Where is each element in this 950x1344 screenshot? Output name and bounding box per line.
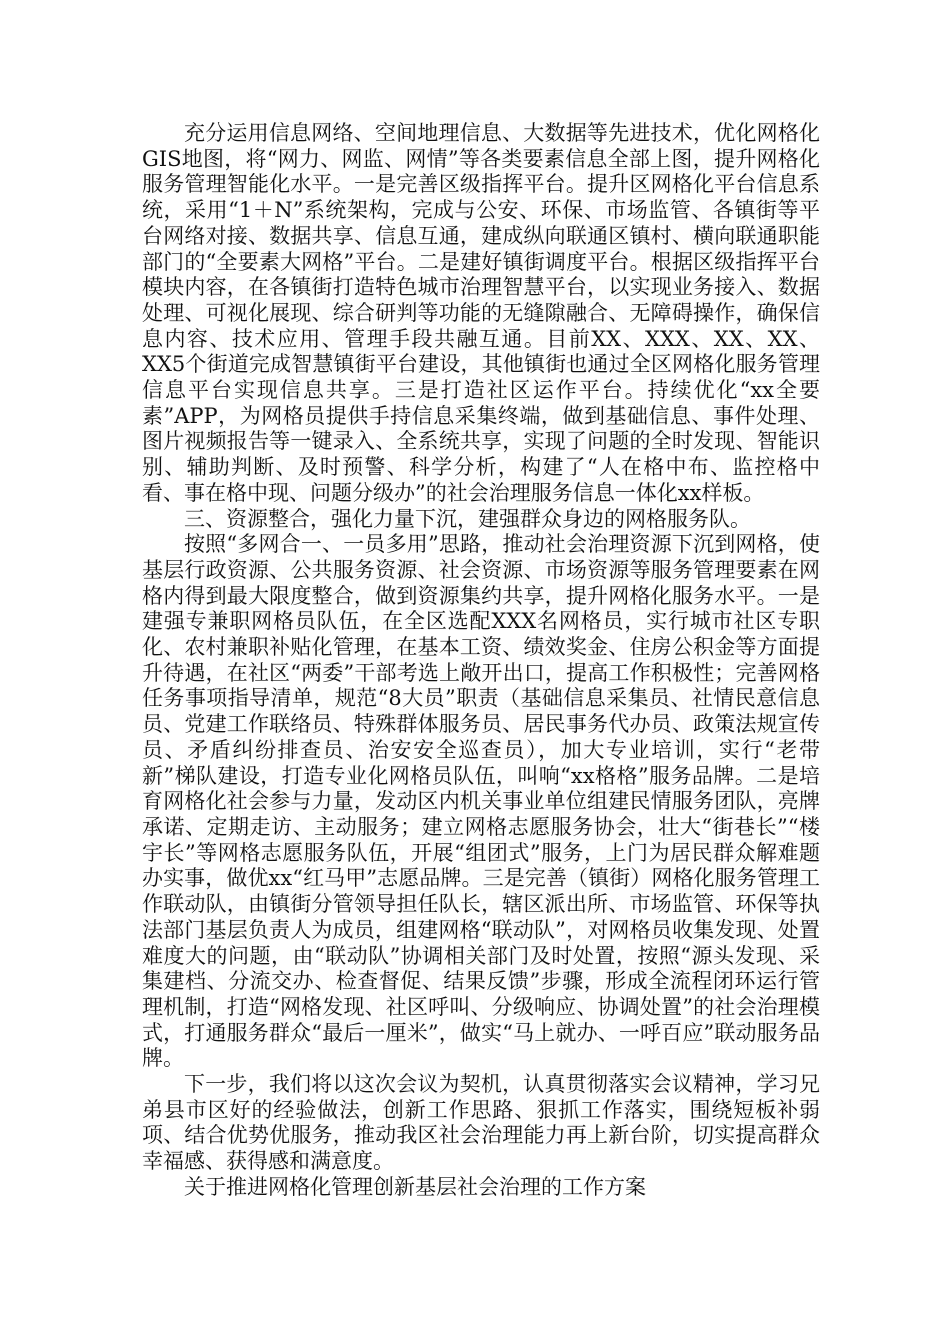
section-heading-resource-integration: 三、资源整合，强化力量下沉，建强群众身边的网格服务队。	[184, 506, 751, 531]
paragraph-platform-construction: 充分运用信息网络、空间地理信息、大数据等先进技术，优化网格化GIS地图，将“网力、网监、网情”等各类要素信息全部上图，提升网格化服务管理智能化水平。一是完善区级指挥平台。提升区网格化平台信息系统，采用“1＋N”系统架构，完成与公安、环保、市场监管、各镇街等平台网络对接、数据共享、信息互通，建成纵向联通区镇村、横向联通职能部门的“全要素大网格”平台。二是建好镇街调度平台。根据区级指挥平台模块内容，在各镇街打造特色城市治理智慧平台，以实现业务接入、数据处理、可视化展现、综合研判等功能的无缝隙融合、无障碍操作，确保信息内容、技术应用、管理手段共融互通。目前XX、XXX、XX、XX、XX5个街道完成智慧镇街平台建设，其他镇街也通过全区网格化服务管理信息平台实现信息共享。三是打造社区运作平台。持续优化“xx全要素”APP，为网格员提供手持信息采集终端，做到基础信息、事件处理、图片视频报告等一键录入、全系统共享，实现了问题的全时发现、智能识别、辅助判断、及时预警、科学分析，构建了“人在格中布、监控格中看、事在格中现、问题分级办”的社会治理服务信息一体化xx样板。	[142, 121, 820, 505]
paragraph-grid-service-team: 按照“多网合一、一员多用”思路，推动社会治理资源下沉到网格，使基层行政资源、公共服务资源、社会资源、市场资源等服务管理要素在网格内得到最大限度整合，做到资源集约共享，提升网格化服务水平。一是建强专兼职网格员队伍，在全区选配XXX名网格员，实行城市社区专职化、农村兼职补贴化管理，在基本工资、绩效奖金、住房公积金等方面提升待遇，在社区“两委”干部考选上敞开出口，提高工作积极性；完善网格任务事项指导清单，规范“8大员”职责（基础信息采集员、社情民意信息员、党建工作联络员、特殊群体服务员、居民事务代办员、政策法规宣传员、矛盾纠纷排查员、治安安全巡查员），加大专业培训，实行“老带新”梯队建设，打造专业化网格员队伍，叫响“xx格格”服务品牌。二是培育网格化社会参与力量，发动区内机关事业单位组建民情服务团队，亮牌承诺、定期走访、主动服务；建立网格志愿服务协会，壮大“街巷长”“楼宇长”等网格志愿服务队伍，开展“组团式”服务，上门为居民群众解难题办实事，做优xx“红马甲”志愿品牌。三是完善（镇街）网格化服务管理工作联动队，由镇街分管领导担任队长，辖区派出所、市场监管、环保等执法部门基层负责人为成员，组建网格“联动队”，对网格员收集发现、处置难度大的问题，由“联动队”协调相关部门及时处置，按照“源头发现、采集建档、分流交办、检查督促、结果反馈”步骤，形成全流程闭环运行管理机制，打造“网格发现、社区呼叫、分级响应、协调处置”的社会治理模式，打通服务群众“最后一厘米”，做实“马上就办、一呼百应”联动服务品牌。	[142, 532, 820, 1071]
paragraph-next-steps: 下一步，我们将以这次会议为契机，认真贯彻落实会议精神，学习兄弟县市区好的经验做法，创新工作思路、狠抓工作落实，围绕短板补弱项、结合优势优服务，推动我区社会治理能力再上新台阶，切实提高群众幸福感、获得感和满意度。	[142, 1072, 820, 1174]
document-body	[142, 121, 820, 1201]
document-title-line: 关于推进网格化管理创新基层社会治理的工作方案	[184, 1174, 646, 1199]
